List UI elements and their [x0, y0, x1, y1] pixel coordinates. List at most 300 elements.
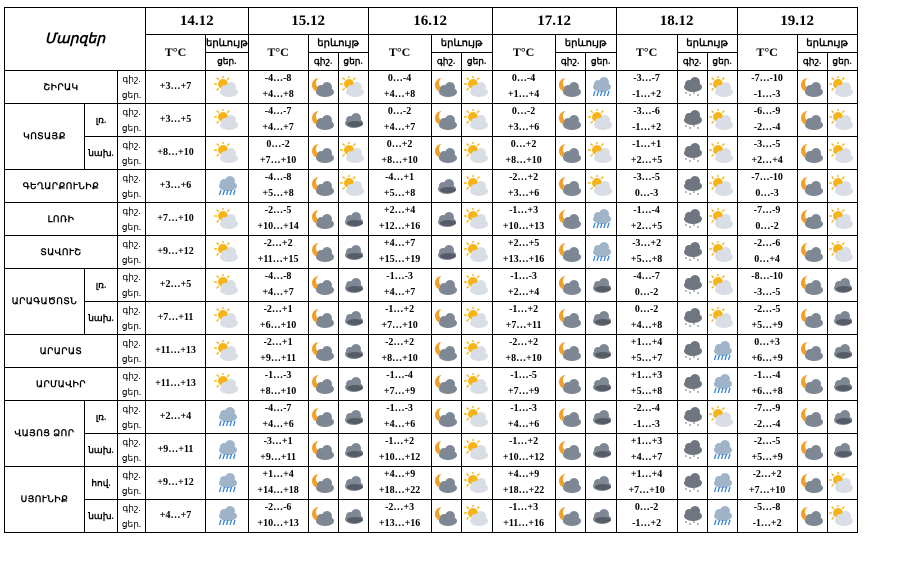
- day-temp: +10…+13: [257, 518, 299, 529]
- moon-cloud-icon: [310, 76, 336, 98]
- sun-cloud-icon: [829, 109, 855, 131]
- cloud-icon: [340, 340, 366, 362]
- cloud-icon: [340, 373, 366, 395]
- day-heading: ցեր.: [827, 53, 857, 71]
- temp-cell: [248, 203, 308, 236]
- day-temp: +7…+11: [146, 302, 206, 335]
- table-row: [5, 269, 858, 302]
- night-phenomenon: [677, 467, 707, 500]
- day-temp: +5…+9: [751, 320, 783, 331]
- sun-cloud-icon: [709, 208, 735, 230]
- day-temp: +9…+11: [260, 452, 296, 463]
- day-phenomenon: [206, 170, 249, 203]
- night-phenomenon: [555, 500, 585, 533]
- day-temp: +7…+9: [383, 386, 416, 397]
- moon-cloud-icon: [557, 439, 583, 461]
- night-temp: -4…-7: [264, 403, 292, 414]
- temp-cell: [616, 269, 677, 302]
- moon-cloud-icon: [310, 340, 336, 362]
- night-temp: -2…-5: [753, 304, 781, 315]
- night-phenomenon: [677, 203, 707, 236]
- day-phenomenon: [827, 302, 857, 335]
- night-temp: -1…-4: [386, 370, 413, 381]
- day-phenomenon: [338, 104, 368, 137]
- day-phenomenon: [707, 71, 737, 104]
- rain-icon: [588, 208, 614, 230]
- temp-cell: [737, 500, 797, 533]
- moon-cloud-icon: [310, 472, 336, 494]
- day-phenomenon: [707, 170, 737, 203]
- night-phenomenon: [555, 401, 585, 434]
- cloud-icon: [588, 307, 614, 329]
- cloud-icon: [340, 208, 366, 230]
- moon-cloud-icon: [799, 241, 825, 263]
- cloud-icon: [829, 373, 855, 395]
- temp-cell: [616, 335, 677, 368]
- moon-cloud-icon: [799, 307, 825, 329]
- sun-cloud-icon: [214, 340, 240, 362]
- snow-icon: [679, 76, 705, 98]
- temp-cell: [492, 368, 555, 401]
- sun-cloud-icon: [464, 472, 490, 494]
- sun-cloud-icon: [214, 76, 240, 98]
- phenomenon-heading: երևույթ: [206, 35, 249, 53]
- moon-cloud-icon: [310, 505, 336, 527]
- day-temp: -1…-3: [633, 419, 660, 430]
- day-phenomenon: [206, 500, 249, 533]
- night-temp: -4…+1: [385, 172, 415, 183]
- night-temp: +4…+7: [383, 238, 416, 249]
- temp-cell: [492, 236, 555, 269]
- night-temp: -2…+3: [385, 502, 415, 513]
- day-temp: +2…+5: [146, 269, 206, 302]
- night-phenomenon: [431, 335, 461, 368]
- day-temp: +2…+5: [630, 155, 663, 166]
- night-label: գիշ.: [122, 206, 141, 216]
- day-label: ցեր.: [121, 420, 142, 430]
- rain-icon: [588, 241, 614, 263]
- day-phenomenon: [338, 269, 368, 302]
- day-label: ցեր.: [121, 453, 142, 463]
- temp-heading: T°C: [737, 35, 797, 71]
- region-name: ԼՈՌԻ: [5, 203, 118, 236]
- day-temp: +5…+8: [383, 188, 416, 199]
- day-temp: +1…+4: [507, 89, 540, 100]
- night-phenomenon: [308, 467, 338, 500]
- rain-icon: [588, 76, 614, 98]
- day-phenomenon: [585, 203, 616, 236]
- temp-cell: [737, 269, 797, 302]
- day-temp: +9…+11: [260, 353, 296, 364]
- day-phenomenon: [827, 335, 857, 368]
- date-16-12: 16.12: [368, 8, 492, 35]
- cloud-icon: [340, 472, 366, 494]
- moon-cloud-icon: [799, 472, 825, 494]
- day-temp: +3…+5: [146, 104, 206, 137]
- temp-cell: [248, 170, 308, 203]
- night-phenomenon: [555, 335, 585, 368]
- night-phenomenon: [308, 434, 338, 467]
- sun-cloud-icon: [214, 241, 240, 263]
- night-phenomenon: [308, 104, 338, 137]
- moon-cloud-icon: [799, 373, 825, 395]
- night-phenomenon: [677, 434, 707, 467]
- moon-cloud-icon: [799, 208, 825, 230]
- sun-cloud-icon: [829, 472, 855, 494]
- temp-heading: T°C: [248, 35, 308, 71]
- night-temp: -2…-6: [264, 502, 292, 513]
- day-temp: +5…+9: [751, 452, 783, 463]
- night-temp: 0…-4: [511, 73, 536, 84]
- night-temp: -1…+2: [509, 304, 539, 315]
- night-day-label: [118, 302, 146, 335]
- snow-icon: [679, 373, 705, 395]
- day-temp: +7…+10: [381, 320, 418, 331]
- day-label: ցեր.: [121, 189, 142, 199]
- day-heading: ցեր.: [461, 53, 492, 71]
- night-phenomenon: [797, 434, 827, 467]
- day-phenomenon: [707, 500, 737, 533]
- sun-cloud-icon: [340, 142, 366, 164]
- night-phenomenon: [431, 269, 461, 302]
- night-phenomenon: [555, 269, 585, 302]
- day-phenomenon: [585, 335, 616, 368]
- night-phenomenon: [797, 401, 827, 434]
- cloud-icon: [340, 274, 366, 296]
- sun-cloud-icon: [709, 175, 735, 197]
- day-label: ցեր.: [121, 90, 142, 100]
- temp-heading: T°C: [146, 35, 206, 71]
- day-phenomenon: [461, 434, 492, 467]
- moon-cloud-icon: [557, 274, 583, 296]
- day-phenomenon: [206, 269, 249, 302]
- sun-cloud-icon: [464, 274, 490, 296]
- cloud-icon: [340, 406, 366, 428]
- temp-cell: [368, 434, 431, 467]
- night-phenomenon: [308, 302, 338, 335]
- rain-icon: [709, 472, 735, 494]
- sun-cloud-icon: [829, 175, 855, 197]
- day-phenomenon: [338, 302, 368, 335]
- day-temp: +2…+4: [751, 155, 783, 166]
- sun-cloud-icon: [464, 307, 490, 329]
- night-temp: +1…+4: [630, 337, 663, 348]
- day-phenomenon: [338, 137, 368, 170]
- day-temp: +3…+6: [507, 122, 540, 133]
- day-phenomenon: [461, 71, 492, 104]
- date-17-12: 17.12: [492, 8, 616, 35]
- sun-cloud-icon: [214, 109, 240, 131]
- night-phenomenon: [308, 335, 338, 368]
- sun-cloud-icon: [214, 274, 240, 296]
- temp-cell: [492, 335, 555, 368]
- date-18-12: 18.12: [616, 8, 737, 35]
- night-phenomenon: [677, 401, 707, 434]
- sun-cloud-icon: [464, 505, 490, 527]
- moon-cloud-icon: [557, 109, 583, 131]
- night-label: գիշ.: [122, 74, 141, 84]
- moon-cloud-icon: [557, 472, 583, 494]
- moon-cloud-icon: [799, 274, 825, 296]
- night-phenomenon: [797, 335, 827, 368]
- moon-cloud-icon: [557, 208, 583, 230]
- night-phenomenon: [308, 137, 338, 170]
- phenomenon-heading: երևույթ: [797, 35, 857, 53]
- day-phenomenon: [827, 467, 857, 500]
- night-phenomenon: [431, 104, 461, 137]
- elevation-label: լռ.: [85, 269, 118, 302]
- night-heading: գիշ.: [431, 53, 461, 71]
- night-temp: -7…-10: [751, 172, 783, 183]
- sun-cloud-icon: [588, 142, 614, 164]
- day-temp: +8…+10: [505, 155, 542, 166]
- night-phenomenon: [431, 500, 461, 533]
- day-temp: +3…+7: [146, 71, 206, 104]
- night-phenomenon: [797, 368, 827, 401]
- night-temp: -2…+2: [385, 337, 415, 348]
- temp-cell: [368, 236, 431, 269]
- temp-cell: [248, 236, 308, 269]
- region-name: ԳԵՂԱՐՔՈՒՆԻՔ: [5, 170, 118, 203]
- cloud-icon: [340, 505, 366, 527]
- night-phenomenon: [308, 269, 338, 302]
- temp-cell: [248, 269, 308, 302]
- night-temp: -1…-4: [753, 370, 781, 381]
- temp-cell: [368, 401, 431, 434]
- sun-cloud-icon: [214, 307, 240, 329]
- night-phenomenon: [308, 236, 338, 269]
- moon-cloud-icon: [433, 76, 459, 98]
- night-heading: գիշ.: [797, 53, 827, 71]
- night-phenomenon: [797, 104, 827, 137]
- cloud-icon: [340, 307, 366, 329]
- day-phenomenon: [827, 137, 857, 170]
- night-temp: 0…+2: [386, 139, 413, 150]
- sun-cloud-icon: [214, 142, 240, 164]
- table-row: [5, 203, 858, 236]
- temp-cell: [492, 203, 555, 236]
- snow-icon: [679, 406, 705, 428]
- rain-icon: [709, 439, 735, 461]
- day-phenomenon: [338, 335, 368, 368]
- night-temp: 0…-2: [387, 106, 412, 117]
- table-row: [5, 467, 858, 500]
- day-phenomenon: [707, 368, 737, 401]
- day-phenomenon: [461, 170, 492, 203]
- night-temp: -1…-3: [386, 271, 413, 282]
- day-temp: -2…-4: [753, 122, 781, 133]
- moon-cloud-icon: [799, 406, 825, 428]
- day-phenomenon: [827, 203, 857, 236]
- table-row: [5, 401, 858, 434]
- night-label: գիշ.: [122, 338, 141, 348]
- date-15-12: 15.12: [248, 8, 368, 35]
- moon-cloud-icon: [799, 175, 825, 197]
- moon-cloud-icon: [310, 274, 336, 296]
- night-temp: -3…+1: [263, 436, 293, 447]
- night-phenomenon: [308, 71, 338, 104]
- day-phenomenon: [338, 236, 368, 269]
- night-phenomenon: [797, 170, 827, 203]
- sun-cloud-icon: [709, 307, 735, 329]
- temp-cell: [248, 104, 308, 137]
- day-temp: +2…+4: [146, 401, 206, 434]
- night-phenomenon: [431, 302, 461, 335]
- night-phenomenon: [797, 71, 827, 104]
- day-temp: +6…+8: [751, 386, 783, 397]
- table-row: [5, 170, 858, 203]
- day-phenomenon: [707, 137, 737, 170]
- table-row: [5, 500, 858, 533]
- sun-cloud-icon: [709, 274, 735, 296]
- night-temp: -1…+1: [632, 139, 662, 150]
- day-phenomenon: [707, 104, 737, 137]
- night-temp: -2…+2: [263, 238, 293, 249]
- cloud-icon: [588, 472, 614, 494]
- table-row: [5, 335, 858, 368]
- temp-heading: T°C: [368, 35, 431, 71]
- day-temp: 0…-3: [755, 188, 779, 199]
- sun-cloud-icon: [588, 175, 614, 197]
- night-label: գիշ.: [122, 173, 141, 183]
- day-phenomenon: [585, 434, 616, 467]
- moon-cloud-icon: [433, 109, 459, 131]
- day-temp: +18…+22: [502, 485, 545, 496]
- day-phenomenon: [461, 302, 492, 335]
- temp-cell: [737, 335, 797, 368]
- night-phenomenon: [797, 203, 827, 236]
- rain-icon: [709, 340, 735, 362]
- temp-cell: [248, 467, 308, 500]
- night-temp: +1…+4: [630, 469, 663, 480]
- day-label: ցեր.: [121, 486, 142, 496]
- night-phenomenon: [797, 467, 827, 500]
- night-temp: -1…-3: [386, 403, 413, 414]
- night-phenomenon: [677, 335, 707, 368]
- moon-cloud-icon: [557, 505, 583, 527]
- day-phenomenon: [707, 302, 737, 335]
- temp-cell: [616, 368, 677, 401]
- snow-icon: [679, 175, 705, 197]
- night-phenomenon: [308, 500, 338, 533]
- day-temp: +8…+10: [259, 386, 297, 397]
- day-temp: +15…+19: [378, 254, 421, 265]
- sun-cloud-icon: [464, 109, 490, 131]
- moon-cloud-icon: [557, 307, 583, 329]
- day-temp: +4…+7: [383, 122, 416, 133]
- temp-cell: [368, 170, 431, 203]
- moon-cloud-icon: [799, 109, 825, 131]
- moon-cloud-icon: [799, 142, 825, 164]
- night-phenomenon: [677, 368, 707, 401]
- day-phenomenon: [338, 203, 368, 236]
- sun-cloud-icon: [214, 373, 240, 395]
- day-phenomenon: [461, 236, 492, 269]
- night-label: գիշ.: [122, 272, 141, 282]
- temp-cell: [616, 71, 677, 104]
- elevation-label: նախ.: [85, 137, 118, 170]
- night-phenomenon: [555, 203, 585, 236]
- day-phenomenon: [585, 269, 616, 302]
- temp-cell: [737, 401, 797, 434]
- region-name: ՍՅՈՒՆԻՔ: [5, 467, 85, 533]
- rain-icon: [214, 472, 240, 494]
- day-phenomenon: [585, 368, 616, 401]
- night-heading: գիշ.: [308, 53, 338, 71]
- moon-cloud-icon: [433, 505, 459, 527]
- night-phenomenon: [431, 137, 461, 170]
- snow-icon: [679, 472, 705, 494]
- cloud-icon: [340, 241, 366, 263]
- day-phenomenon: [585, 467, 616, 500]
- temp-cell: [737, 434, 797, 467]
- temp-cell: [737, 467, 797, 500]
- day-temp: +4…+8: [262, 89, 294, 100]
- night-temp: -2…+2: [752, 469, 782, 480]
- elevation-label: լռ.: [85, 401, 118, 434]
- day-phenomenon: [461, 137, 492, 170]
- moon-cloud-icon: [433, 142, 459, 164]
- day-phenomenon: [585, 500, 616, 533]
- snow-icon: [679, 241, 705, 263]
- night-phenomenon: [431, 170, 461, 203]
- moon-cloud-icon: [310, 109, 336, 131]
- rain-icon: [214, 175, 240, 197]
- night-temp: -1…-3: [510, 271, 537, 282]
- sun-cloud-icon: [829, 142, 855, 164]
- day-label: ցեր.: [121, 321, 142, 331]
- night-phenomenon: [308, 368, 338, 401]
- night-phenomenon: [555, 434, 585, 467]
- day-phenomenon: [827, 269, 857, 302]
- night-phenomenon: [431, 434, 461, 467]
- night-temp: +4…+9: [507, 469, 540, 480]
- night-temp: -1…+2: [385, 436, 415, 447]
- day-phenomenon: [585, 137, 616, 170]
- day-temp: +7…+10: [628, 485, 665, 496]
- night-temp: -1…-3: [510, 403, 537, 414]
- night-phenomenon: [797, 236, 827, 269]
- rain-icon: [709, 373, 735, 395]
- night-temp: -1…-4: [633, 205, 660, 216]
- day-phenomenon: [338, 401, 368, 434]
- sun-cloud-icon: [214, 208, 240, 230]
- sun-cloud-icon: [829, 208, 855, 230]
- moon-cloud-icon: [310, 241, 336, 263]
- temp-cell: [737, 104, 797, 137]
- day-temp: +4…+8: [383, 89, 416, 100]
- moon-cloud-icon: [557, 241, 583, 263]
- day-phenomenon: [827, 236, 857, 269]
- night-temp: -3…-5: [753, 139, 781, 150]
- day-phenomenon: [707, 467, 737, 500]
- day-temp: +6…+9: [751, 353, 783, 364]
- moon-cloud-icon: [799, 439, 825, 461]
- cloud-icon: [340, 109, 366, 131]
- night-phenomenon: [431, 203, 461, 236]
- temp-cell: [737, 137, 797, 170]
- day-temp: +2…+4: [507, 287, 540, 298]
- night-phenomenon: [431, 71, 461, 104]
- moon-cloud-icon: [310, 307, 336, 329]
- day-label: ցեր.: [121, 222, 142, 232]
- temp-cell: [368, 71, 431, 104]
- day-phenomenon: [585, 401, 616, 434]
- day-temp: +7…+10: [146, 203, 206, 236]
- day-phenomenon: [827, 104, 857, 137]
- regions-heading: Մարզեր: [5, 8, 146, 71]
- night-day-label: [118, 335, 146, 368]
